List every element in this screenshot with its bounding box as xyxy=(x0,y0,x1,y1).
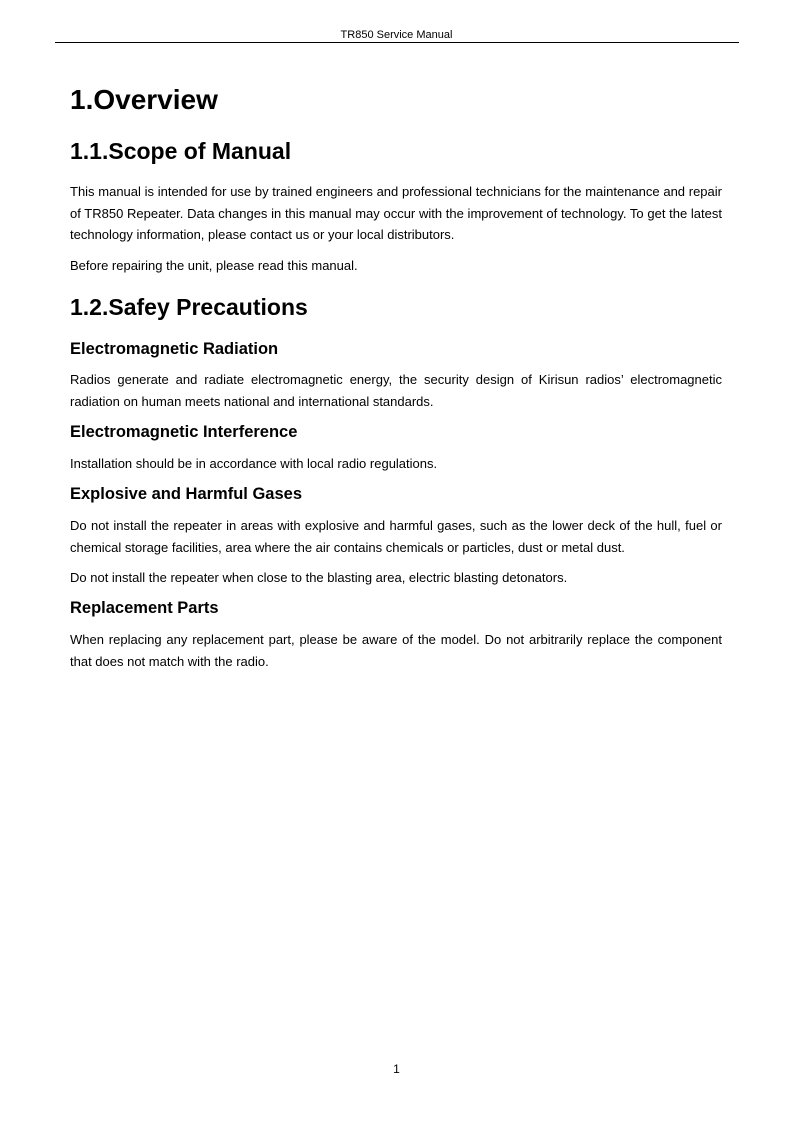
subsection-heading: Replacement Parts xyxy=(70,599,219,617)
header-rule xyxy=(55,42,739,43)
section-number: 1.2. xyxy=(70,294,109,320)
page-number: 1 xyxy=(393,1062,400,1076)
section-title: Scope of Manual xyxy=(108,138,292,164)
chapter-heading xyxy=(70,82,218,118)
subsection-paragraph: When replacing any replacement part, please be aware of the model. Do not arbitrarily replace the component that does not match with the radio. xyxy=(70,632,722,669)
scope-paragraph-2: Before repairing the unit, please read this manual. xyxy=(70,258,358,273)
running-header: TR850 Service Manual xyxy=(340,29,453,41)
chapter-title: Overview xyxy=(93,84,218,115)
section-heading-scope xyxy=(70,136,291,166)
subsection-paragraph: Installation should be in accordance with local radio regulations. xyxy=(70,456,438,471)
section-heading-safety xyxy=(70,292,308,322)
chapter-number: 1. xyxy=(70,84,94,115)
subsection-heading: Electromagnetic Interference xyxy=(70,423,298,441)
section-title: Safey Precautions xyxy=(108,294,308,320)
subsection-heading: Electromagnetic Radiation xyxy=(70,340,279,358)
subsection-paragraph: Radios generate and radiate electromagnetic energy, the security design of Kirisun radios’ electromagnetic radiation on human meets national and international standards. xyxy=(70,372,722,409)
scope-paragraph-1: This manual is intended for use by trained engineers and professional technicians for the maintenance and repair of TR850 Repeater. Data changes in this manual may occur with the improvement of technology. To get the latest technology information, please contact us or your local distributors. xyxy=(70,184,722,242)
subsection-paragraph: Do not install the repeater in areas with explosive and harmful gases, such as the lower deck of the hull, fuel or chemical storage facilities, area where the air contains chemicals or particles, dust or metal dust. xyxy=(70,518,722,555)
section-number: 1.1. xyxy=(70,138,109,164)
subsection-paragraph: Do not install the repeater when close to the blasting area, electric blasting detonators. xyxy=(70,570,568,585)
subsection-heading: Explosive and Harmful Gases xyxy=(70,485,303,503)
